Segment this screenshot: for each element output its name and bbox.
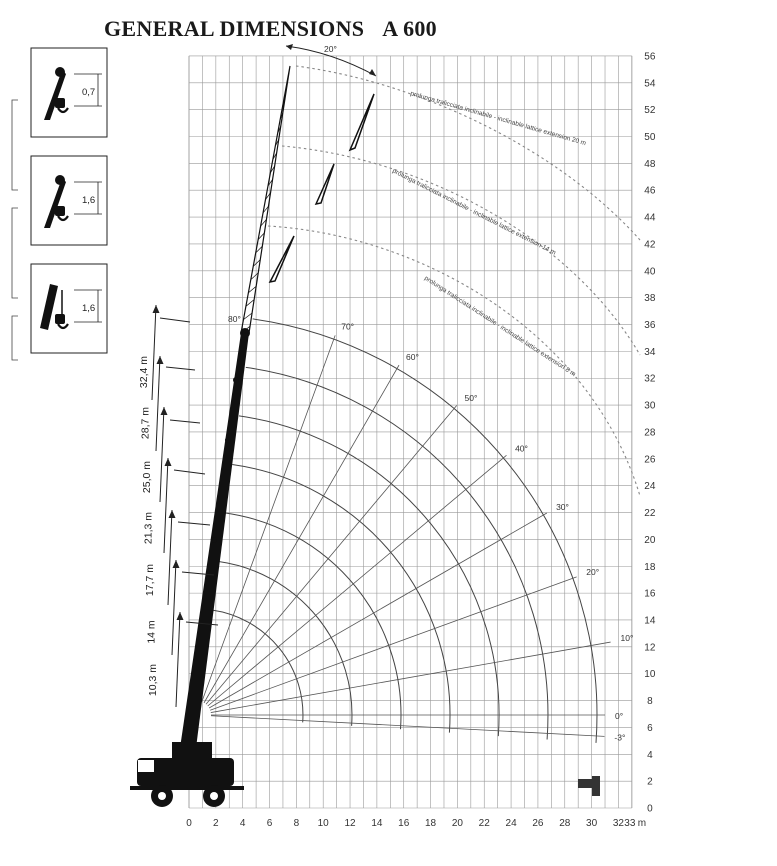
x-tick-label: 2 <box>213 818 219 829</box>
y-tick-label: 0 <box>647 803 653 815</box>
model-name: A 600 <box>382 16 437 41</box>
angle-label: 50° <box>464 392 478 403</box>
angle-line <box>211 716 604 737</box>
offset-jib <box>350 94 374 150</box>
boom-length-label: 17,7 m <box>144 563 156 597</box>
extension-curves <box>268 44 640 496</box>
hook-box <box>31 264 107 353</box>
jib-offset-label: 20° <box>324 44 337 54</box>
y-tick-label: 10 <box>644 669 656 681</box>
wheel-hub <box>158 792 166 800</box>
grid <box>189 56 632 808</box>
angle-label: 60° <box>406 351 419 362</box>
hook-block-far <box>592 776 600 796</box>
hook-block-icon <box>55 98 65 108</box>
angle-line <box>206 406 457 705</box>
x-tick-label: 18 <box>424 818 437 829</box>
y-tick-label: 36 <box>644 320 656 332</box>
boom-length-arrow <box>156 356 160 451</box>
y-tick-label: 48 <box>644 158 656 170</box>
y-tick-label: 40 <box>644 266 656 278</box>
boom-arc <box>239 416 499 736</box>
sheave-icon <box>55 67 65 77</box>
hook-bracket <box>12 316 18 360</box>
x-axis-ticks <box>186 818 646 829</box>
boom-arc <box>225 513 401 729</box>
boom-length-arrow <box>176 612 180 707</box>
boom-arc <box>246 367 548 739</box>
y-tick-label: 16 <box>644 588 656 600</box>
offset-jib <box>270 236 294 282</box>
x-tick-label: 4 <box>239 818 246 829</box>
jib-offset-arrow <box>369 69 376 76</box>
boom-length-label: 28,7 m <box>139 406 152 440</box>
outrigger <box>130 786 244 790</box>
y-tick-label: 42 <box>644 239 656 251</box>
boom-length-label: 21,3 m <box>142 511 155 545</box>
boom-section-joint <box>211 537 217 543</box>
y-tick-label: 12 <box>644 642 656 654</box>
y-axis-ticks <box>644 51 656 814</box>
boom-length-arrow <box>172 560 176 655</box>
boom-section-joint <box>225 437 231 443</box>
boom-length-label: 14 m <box>145 620 158 644</box>
x-tick-label: 20 <box>451 818 463 829</box>
x-tick-label: 8 <box>293 818 300 829</box>
y-tick-label: 8 <box>647 696 653 708</box>
y-tick-label: 22 <box>644 508 656 520</box>
crane-vehicle <box>130 742 600 807</box>
angle-label: 10° <box>620 633 634 644</box>
y-tick-label: 46 <box>644 185 656 197</box>
x-tick-label: 30 <box>586 818 598 829</box>
y-tick-label: 18 <box>644 561 656 573</box>
angle-label: 20° <box>586 566 600 577</box>
y-tick-label: 26 <box>644 454 656 466</box>
title-text: GENERAL DIMENSIONS <box>104 16 365 41</box>
y-tick-label: 44 <box>644 212 656 224</box>
boom-length-label: 25,0 m <box>141 460 153 494</box>
boom-length-arrowhead <box>173 560 180 568</box>
x-tick-label: 32 <box>612 818 625 829</box>
x-tick-label: 12 <box>344 818 356 829</box>
y-tick-label: 20 <box>644 534 656 546</box>
x-tick-label: 10 <box>317 818 329 829</box>
angle-label-80: 80° <box>228 314 241 324</box>
x-tick-label: 16 <box>398 818 410 829</box>
y-tick-label: 38 <box>644 293 656 305</box>
extension-curve <box>282 146 640 355</box>
extension-curve <box>268 226 640 496</box>
hook-dim-label: 0,7 <box>82 87 96 98</box>
boom-length-arrow <box>152 305 156 400</box>
angle-label: -3° <box>614 732 626 743</box>
x-tick-label: 22 <box>478 818 490 829</box>
boom-length-arrow <box>160 407 164 502</box>
angle-label: 30° <box>556 502 569 512</box>
hook-dim-label: 1,6 <box>82 195 96 206</box>
x-tick-label: 33 <box>624 818 636 829</box>
x-tick-label: 24 <box>505 818 517 829</box>
x-tick-label: 28 <box>559 818 571 829</box>
y-tick-label: 28 <box>644 427 656 439</box>
boom-length-arrowhead <box>153 305 160 313</box>
sheave-icon <box>55 175 65 185</box>
boom-arc <box>253 319 600 743</box>
angle-label: 40° <box>515 443 528 454</box>
boom-length-label: 10,3 m <box>147 663 159 697</box>
hook-bracket <box>12 100 18 190</box>
boom-length-arrowhead <box>161 407 168 415</box>
y-tick-label: 6 <box>647 722 653 734</box>
x-tick-label: 0 <box>186 818 192 829</box>
boom-length-arrow <box>164 458 168 553</box>
boom-length-arrow <box>168 510 172 605</box>
y-tick-label: 50 <box>644 132 656 143</box>
boom-section-joint <box>233 377 239 383</box>
boom-length-arrowhead <box>177 612 184 620</box>
y-tick-label: 2 <box>647 776 653 788</box>
boom-length-arrowhead <box>169 510 176 518</box>
boom-length-tick <box>160 318 190 322</box>
hook-box <box>31 156 107 245</box>
y-tick-label: 14 <box>644 615 656 627</box>
y-tick-label: 34 <box>644 346 656 358</box>
y-tick-label: 30 <box>644 400 656 412</box>
y-tick-label: 52 <box>644 105 656 117</box>
hook-box <box>31 48 107 137</box>
crane-cab <box>172 742 212 762</box>
y-tick-label: 54 <box>644 78 656 90</box>
hook-blocks <box>12 48 107 360</box>
boom-length-tick <box>174 470 205 474</box>
extension-curve <box>296 66 640 240</box>
boom-length-tick <box>166 367 195 370</box>
y-tick-label: 4 <box>647 749 653 761</box>
y-tick-label: 24 <box>644 481 656 493</box>
y-tick-label: 56 <box>644 51 656 63</box>
hook-bracket <box>12 208 18 298</box>
wheel-hub <box>210 792 218 800</box>
extension-label: prolunga tralicciata inclinabile - inclinable lattice extension 8 m <box>422 274 577 379</box>
x-tick-label: 26 <box>532 818 544 829</box>
boom-length-arrowhead <box>165 458 172 466</box>
boom-length-tick <box>178 522 210 525</box>
hook-block-icon <box>55 314 65 324</box>
x-tick-label: 14 <box>371 818 383 829</box>
x-axis-unit: m <box>637 818 647 829</box>
extension-label: prolunga tralicciata inclinabile - inclinable lattice extension 14 m <box>391 167 557 257</box>
jib-offset-arrow <box>286 44 293 50</box>
angle-label: 0° <box>615 711 624 721</box>
boom-length-tick <box>170 420 200 423</box>
cab-window <box>138 760 154 772</box>
hook-block-icon <box>55 206 65 216</box>
angle-label: 70° <box>341 321 355 332</box>
boom-length-label: 32,4 m <box>138 355 150 389</box>
y-tick-label: 32 <box>644 373 656 385</box>
hook-dim-label: 1,6 <box>82 303 96 314</box>
x-tick-label: 6 <box>266 818 273 829</box>
boom-length-arrowhead <box>157 356 164 364</box>
hook-block-far <box>578 779 594 788</box>
extension-label: prolunga tralicciata inclinabile - inclinable lattice extension 20 m <box>409 90 587 148</box>
offset-jib <box>316 164 334 204</box>
